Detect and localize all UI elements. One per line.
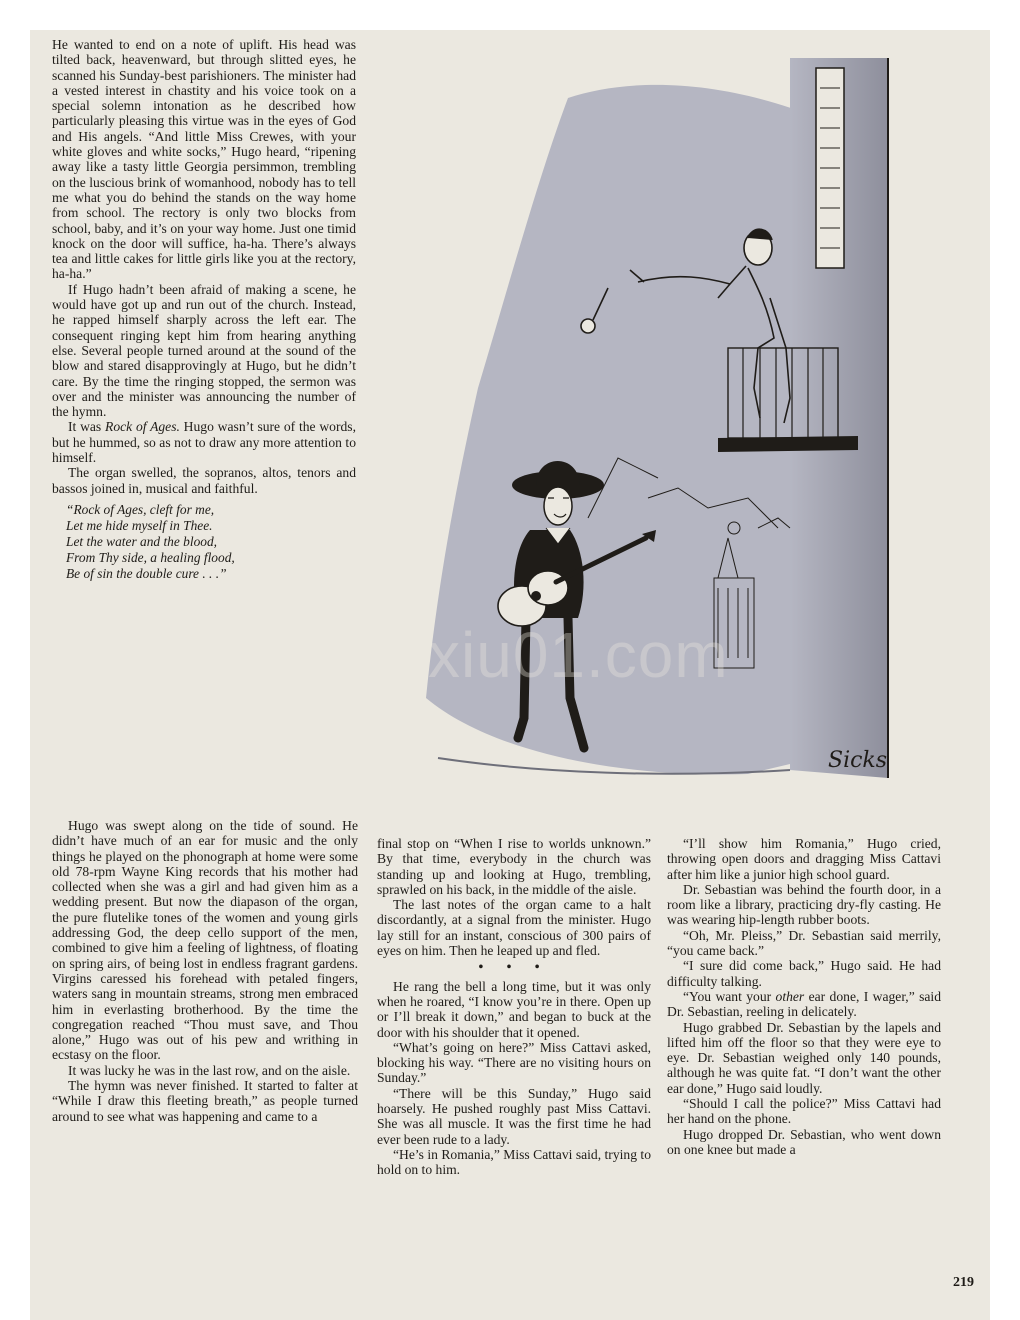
paragraph: “There will be this Sunday,” Hugo said hoarsely. He pushed roughly past Miss Cattavi. She was all muscle. It was the first time he had ever been rude to a lady. [377,1085,651,1147]
paragraph: The organ swelled, the sopranos, altos, tenors and bassos joined in, musical and faithful. [52,465,356,496]
artist-signature: Sicks [828,748,888,773]
emphasis: other [775,988,805,1004]
paragraph: Dr. Sebastian was behind the fourth door, in a room like a library, practicing dry-fly casting. He was wearing hip-length rubber boots. [667,881,941,928]
verse-line: Be of sin the double cure . . .” [66,565,227,581]
paragraph: “I sure did come back,” Hugo said. He had difficulty talking. [667,958,941,989]
verse-line: Let the water and the blood, [66,533,218,549]
illustration-serenade [418,58,942,798]
page-number: 219 [953,1275,974,1290]
paragraph: “Should I call the police?” Miss Cattavi had her hand on the phone. [667,1096,941,1127]
paragraph: He rang the bell a long time, but it was only when he roared, “I know you’re in there. Open up or I’ll break it down,” and began to buck at the door with his shoulder that it opened. [377,978,651,1040]
paragraph: “He’s in Romania,” Miss Cattavi said, trying to hold on to him. [377,1146,651,1178]
text-column-lower-2 [377,836,651,1178]
paragraph: It was lucky he was in the last row, and on the aisle. [68,1062,351,1078]
paragraph: Hugo grabbed Dr. Sebastian by the lapels and lifted him off the floor so that they were eye to eye. Dr. Sebastian weighed only 140 pounds, although he was quite fat. “I don’t want the other ear done,” Hugo said loudly. [667,1019,941,1096]
verse-line: “Rock of Ages, cleft for me, [66,501,215,517]
paragraph: Hugo dropped Dr. Sebastian, who went down on one knee but made a [667,1126,941,1157]
paragraph: “What’s going on here?” Miss Cattavi asked, blocking his way. “There are no visiting hours on Sunday.” [377,1039,651,1086]
paragraph: final stop on “When I rise to worlds unknown.” By that time, everybody in the church was standing up and looking at Hugo, trembling, sprawled on his back, in the middle of the aisle. [377,836,651,897]
verse-line: From Thy side, a healing flood, [66,549,235,565]
watermark-text: xiu01.com [428,619,729,691]
text-run: It was [68,419,106,435]
text-column-lower-1 [52,818,358,1124]
text-run: “You want your [683,988,776,1004]
hymn-title: Rock of Ages. [105,419,180,435]
paragraph: “Oh, Mr. Pleiss,” Dr. Sebastian said merrily, “you came back.” [667,927,941,959]
paragraph: The last notes of the organ came to a halt discordantly, at a signal from the minister. Hugo lay still for an instant, conscious of 300 pairs of eyes on him. Then he leaped up and fled. [377,897,651,959]
text-run: Hugo wasn’t sure of the words, but he hummed, so as not to draw any more attention to himself. [52,419,356,466]
paragraph: “I’ll show him Romania,” Hugo cried, throwing open doors and dragging Miss Cattavi after him like a junior high school guard. [667,836,941,882]
balcony-floor [718,436,858,452]
paragraph: He wanted to end on a note of uplift. His head was tilted back, heavenward, but through slitted eyes, he scanned his Sunday-best parishioners. The minister had a vested interest in chastity and his voice took on a special solemn intonation as he described how particularly pleasing this virtue was in the eyes of God and His angels. “And little Miss Crewes, with your white gloves and white socks,” Hugo heard, “ripening away like a tasty little Georgia persimmon, trembling on the luscious brink of womanhood, nobody has to tell me what you do behind the stands on the way home from school. The rectory is only two blocks from school, baby, and it’s on your way home. Just one timid knock on the door will suffice, ha-ha. There’s always tea and little cakes for little girls like you at the rectory, ha-ha.” [52,37,356,282]
paragraph: The hymn was never finished. It started to falter at “While I draw this fleeting breath,” as people turned around to see what was happening and came to a [52,1078,358,1124]
hymn-verse [66,502,356,582]
paragraph [52,419,356,465]
section-separator: • • • [478,959,550,975]
verse-line: Let me hide myself in Thee. [66,517,213,533]
paragraph: Hugo was swept along on the tide of sound. He didn’t have much of an ear for music and the only things he played on the phonograph at home were some old 78-rpm Wayne King records that his mother had collected when she was a girl and had given him as a wedding present. But now the diapason of the organ, the pure flutelike tones of the women and young girls addressing God, the deep cello support of the men, combined to give him a feeling of lightness, of floating on spring airs, of being lost in endless fragrant gardens. Virgins caressed his forehead with petaled fingers, waters sang in mountain streams, strong men embraced him in everlasting brotherhood. By the time the congregation reached “Thou must save, and Thou alone,” Hugo was out of his pew and writhing in ecstasy on the floor. [52,818,358,1063]
paragraph [667,989,941,1020]
paragraph: If Hugo hadn’t been afraid of making a scene, he would have got up and run out of the church. Instead, he rapped himself sharply across the left ear. The consequent ringing kept him from hearing anything else. Several people turned around at the sound of the blow and stared disapprovingly at Hugo, but he didn’t care. By the time the ringing stopped, the sermon was over and the minister was announcing the number of the hymn. [52,281,356,420]
text-column-lower-3 [667,836,941,1157]
text-column-upper-left [52,37,356,582]
text-run: ear done, I wager,” said Dr. Sebastian, reeling in delicately. [667,988,941,1020]
